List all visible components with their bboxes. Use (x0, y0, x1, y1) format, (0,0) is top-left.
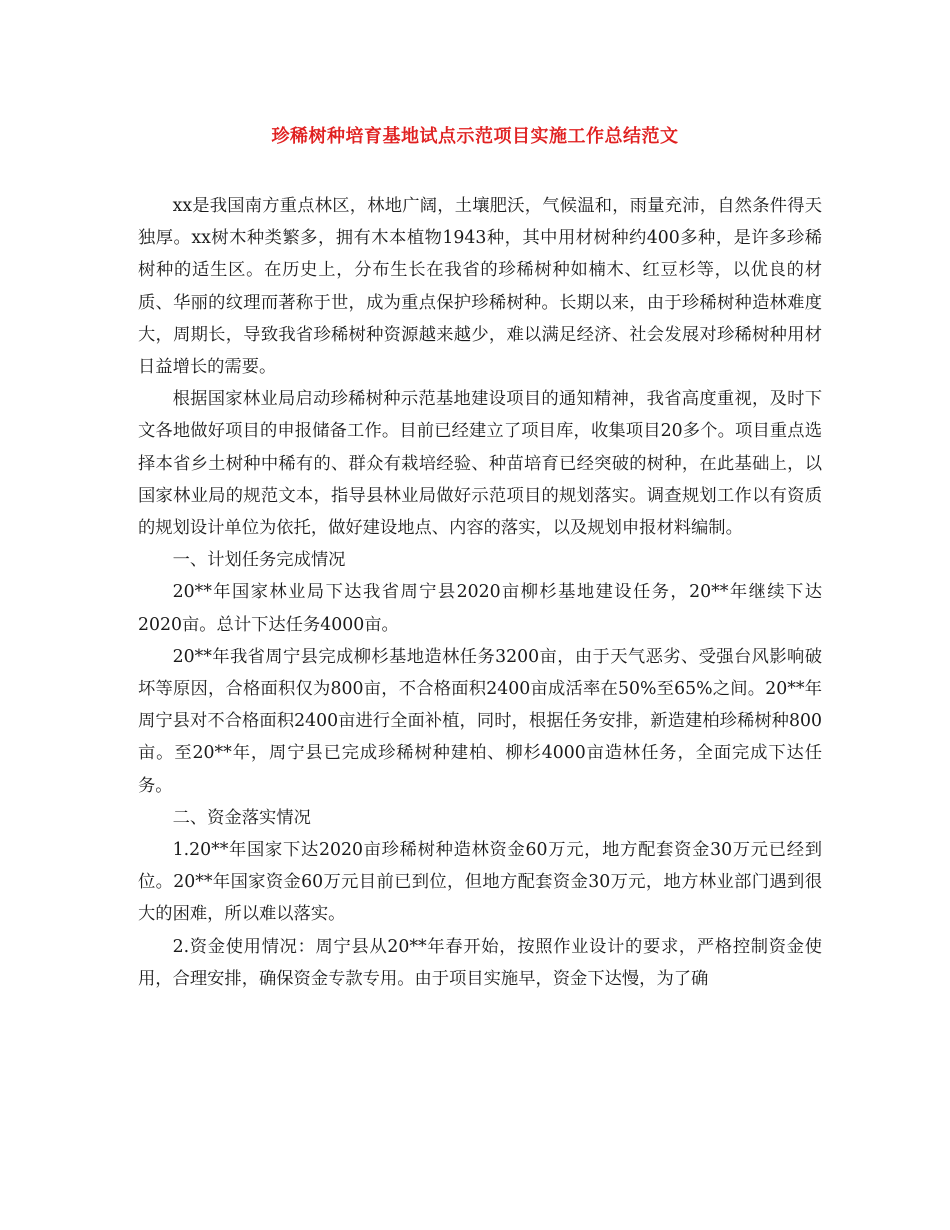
paragraph-background: 根据国家林业局启动珍稀树种示范基地建设项目的通知精神，我省高度重视，及时下文各地做好项目的申报储备工作。目前已经建立了项目库，收集项目20多个。项目重点选择本省乡土树种中稀有的、群众有栽培经验、种苗培育已经突破的树种，在此基础上，以国家林业局的规范文本，指导县林业局做好示范项目的规划落实。调查规划工作以有资质的规划设计单位为依托，做好建设地点、内容的落实，以及规划申报材料编制。 (138, 389, 822, 539)
paragraph-plan-task: 20**年国家林业局下达我省周宁县2020亩柳杉基地建设任务，20**年继续下达2020亩。总计下达任务4000亩。 (138, 582, 822, 635)
document-title: 珍稀树种培育基地试点示范项目实施工作总结范文 (271, 126, 679, 147)
paragraph-plan-completion: 20**年我省周宁县完成柳杉基地造林任务3200亩，由于天气恶劣、受强台风影响破坏等原因，合格面积仅为800亩，不合格面积2400亩成活率在50%至65%之间。20**年周宁县对不合格面积2400亩进行全面补植，同时，根据任务安排，新造建柏珍稀树种800亩。至20**年，周宁县已完成珍稀树种建柏、柳杉4000亩造林任务，全面完成下达任务。 (138, 646, 822, 796)
section-heading-plan: 一、计划任务完成情况 (172, 550, 346, 571)
paragraph-funding-usage: 2.资金使用情况：周宁县从20**年春开始，按照作业设计的要求，严格控制资金使用，合理安排，确保资金专款专用。由于项目实施早，资金下达慢，为了确 (138, 936, 822, 989)
section-heading-funding: 二、资金落实情况 (172, 807, 311, 828)
paragraph-funding-allocation: 1.20**年国家下达2020亩珍稀树种造林资金60万元，地方配套资金30万元已经到位。20**年国家资金60万元目前已到位，但地方配套资金30万元，地方林业部门遇到很大的困难，所以难以落实。 (138, 840, 822, 925)
paragraph-intro: xx是我国南方重点林区，林地广阔，土壤肥沃，气候温和，雨量充沛，自然条件得天独厚。xx树木种类繁多，拥有木本植物1943种，其中用材树种约400多种，是许多珍稀树种的适生区。在历史上，分布生长在我省的珍稀树种如楠木、红豆杉等，以优良的材质、华丽的纹理而著称于世，成为重点保护珍稀树种。长期以来，由于珍稀树种造林难度大，周期长，导致我省珍稀树种资源越来越少，难以满足经济、社会发展对珍稀树种用材日益增长的需要。 (138, 196, 822, 378)
document-body (138, 190, 822, 995)
